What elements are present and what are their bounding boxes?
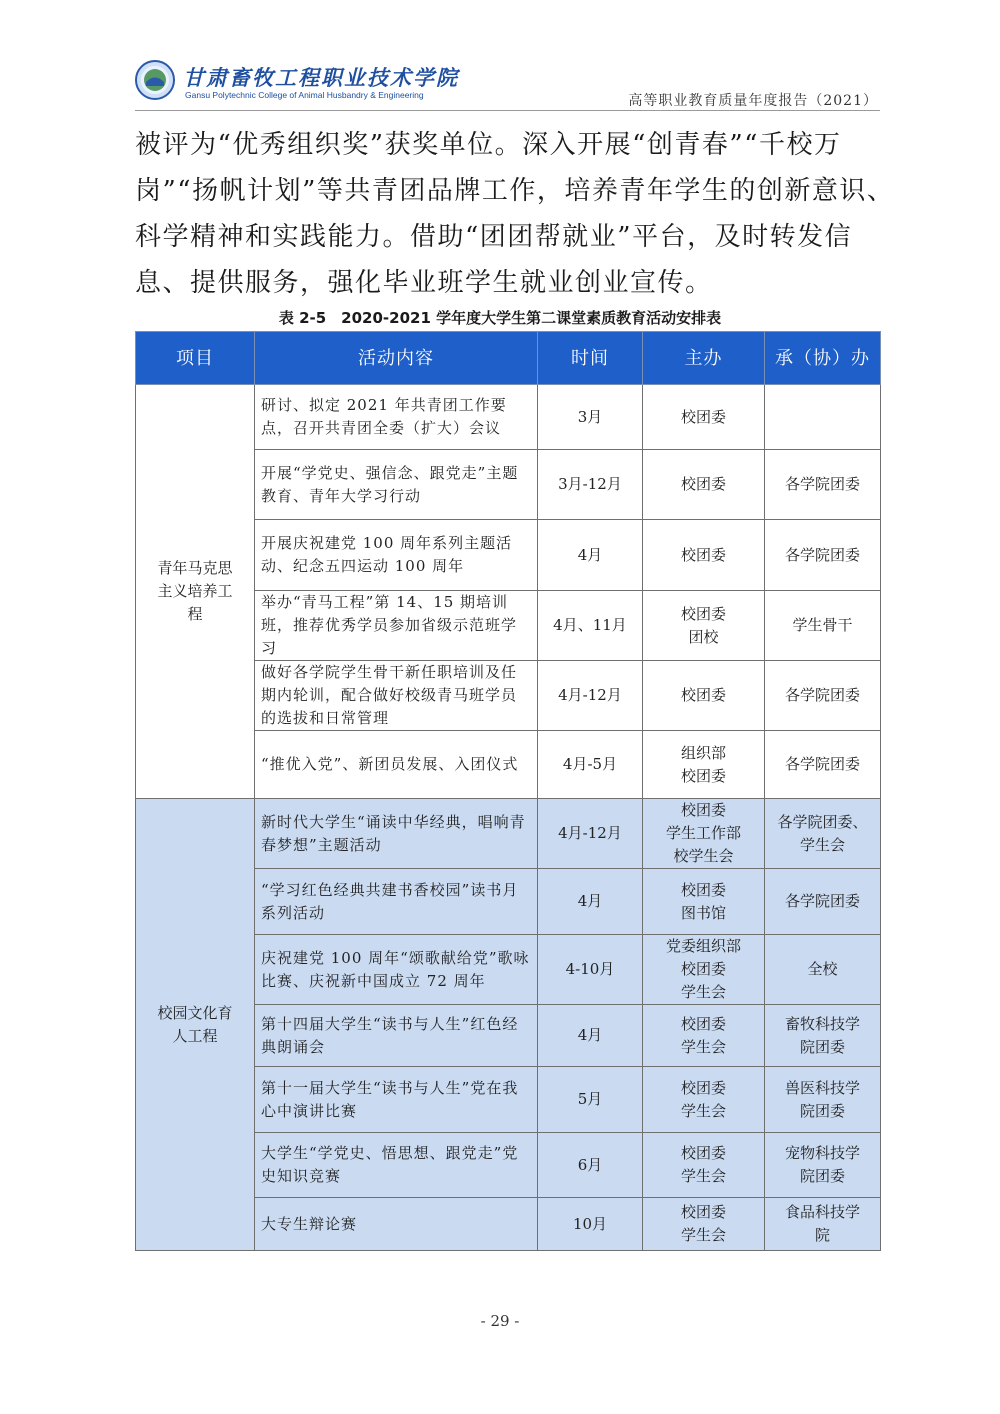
content-cell: 大学生“学党史、悟思想、跟党走”党史知识竞赛 xyxy=(255,1133,538,1198)
school-name-en: Gansu Polytechnic College of Animal Husbandry & Engineering xyxy=(185,90,424,100)
content-cell: 开展“学党史、强信念、跟党走”主题教育、青年大学习行动 xyxy=(255,450,538,520)
host-cell: 组织部 校团委 xyxy=(643,731,765,799)
co-host-cell: 各学院团委、 学生会 xyxy=(765,799,881,869)
college-logo-icon xyxy=(135,60,175,100)
content-cell: 做好各学院学生骨干新任职培训及任期内轮训，配合做好校级青马班学员的选拔和日常管理 xyxy=(255,661,538,731)
body-paragraph: 被评为“优秀组织奖”获奖单位。深入开展“创青春”“千校万岗”“扬帆计划”等共青团品牌工作，培养青年学生的创新意识、科学精神和实践能力。借助“团团帮就业”平台，及时转发信息、提供服务，强化毕业班学生就业创业宣传。 xyxy=(135,130,895,298)
time-cell: 4月 xyxy=(538,869,643,935)
time-cell: 4月-12月 xyxy=(538,661,643,731)
content-cell: 庆祝建党 100 周年“颂歌献给党”歌咏比赛、庆祝新中国成立 72 周年 xyxy=(255,935,538,1005)
time-cell: 4月-5月 xyxy=(538,731,643,799)
co-host-cell: 畜牧科技学 院团委 xyxy=(765,1005,881,1067)
table-header-row xyxy=(136,332,881,385)
co-host-cell xyxy=(765,385,881,450)
table-body xyxy=(136,385,881,1251)
host-cell: 校团委 xyxy=(643,520,765,591)
time-cell: 3月-12月 xyxy=(538,450,643,520)
time-cell: 6月 xyxy=(538,1133,643,1198)
time-cell: 4月 xyxy=(538,1005,643,1067)
co-host-cell: 各学院团委 xyxy=(765,661,881,731)
project-cell: 青年马克思主义培养工程 xyxy=(136,385,255,799)
time-cell: 3月 xyxy=(538,385,643,450)
host-cell: 校团委 学生工作部 校学生会 xyxy=(643,799,765,869)
host-cell: 校团委 xyxy=(643,385,765,450)
host-cell: 校团委 学生会 xyxy=(643,1005,765,1067)
host-cell: 校团委 图书馆 xyxy=(643,869,765,935)
header-time: 时间 xyxy=(538,332,643,385)
table-caption: 表 2-5 2020-2021 学年度大学生第二课堂素质教育活动安排表 xyxy=(278,309,722,327)
host-cell: 校团委 xyxy=(643,450,765,520)
time-cell: 4-10月 xyxy=(538,935,643,1005)
report-title: 高等职业教育质量年度报告（2021） xyxy=(628,93,878,109)
content-cell: 第十一届大学生“读书与人生”党在我心中演讲比赛 xyxy=(255,1067,538,1133)
co-host-cell: 各学院团委 xyxy=(765,450,881,520)
page-header xyxy=(135,58,880,111)
school-name-cn: 甘肃畜牧工程职业技术学院 xyxy=(183,66,459,90)
host-cell: 党委组织部 校团委 学生会 xyxy=(643,935,765,1005)
co-host-cell: 全校 xyxy=(765,935,881,1005)
page-number: - 29 - xyxy=(480,1312,520,1330)
host-cell: 校团委 学生会 xyxy=(643,1198,765,1251)
co-host-cell: 各学院团委 xyxy=(765,520,881,591)
co-host-cell: 宠物科技学 院团委 xyxy=(765,1133,881,1198)
header-co-host: 承（协）办 xyxy=(765,332,881,385)
time-cell: 4月、11月 xyxy=(538,591,643,661)
content-cell: 开展庆祝建党 100 周年系列主题活动、纪念五四运动 100 周年 xyxy=(255,520,538,591)
table-row xyxy=(136,385,881,450)
host-cell: 校团委 xyxy=(643,661,765,731)
content-cell: 第十四届大学生“读书与人生”红色经典朗诵会 xyxy=(255,1005,538,1067)
content-cell: 举办“青马工程”第 14、15 期培训班，推荐优秀学员参加省级示范班学习 xyxy=(255,591,538,661)
project-cell: 校园文化育人工程 xyxy=(136,799,255,1251)
activity-schedule-table xyxy=(135,331,881,1251)
header-content: 活动内容 xyxy=(255,332,538,385)
co-host-cell: 兽医科技学 院团委 xyxy=(765,1067,881,1133)
content-cell: 大专生辩论赛 xyxy=(255,1198,538,1251)
time-cell: 10月 xyxy=(538,1198,643,1251)
host-cell: 校团委 学生会 xyxy=(643,1133,765,1198)
co-host-cell: 各学院团委 xyxy=(765,731,881,799)
time-cell: 4月 xyxy=(538,520,643,591)
time-cell: 4月-12月 xyxy=(538,799,643,869)
content-cell: 研讨、拟定 2021 年共青团工作要点，召开共青团全委（扩大）会议 xyxy=(255,385,538,450)
content-cell: “推优入党”、新团员发展、入团仪式 xyxy=(255,731,538,799)
co-host-cell: 学生骨干 xyxy=(765,591,881,661)
co-host-cell: 各学院团委 xyxy=(765,869,881,935)
content-cell: 新时代大学生“诵读中华经典，唱响青春梦想”主题活动 xyxy=(255,799,538,869)
host-cell: 校团委 团校 xyxy=(643,591,765,661)
content-cell: “学习红色经典共建书香校园”读书月系列活动 xyxy=(255,869,538,935)
table-row xyxy=(136,799,881,869)
host-cell: 校团委 学生会 xyxy=(643,1067,765,1133)
time-cell: 5月 xyxy=(538,1067,643,1133)
co-host-cell: 食品科技学 院 xyxy=(765,1198,881,1251)
header-project: 项目 xyxy=(136,332,255,385)
header-host: 主办 xyxy=(643,332,765,385)
